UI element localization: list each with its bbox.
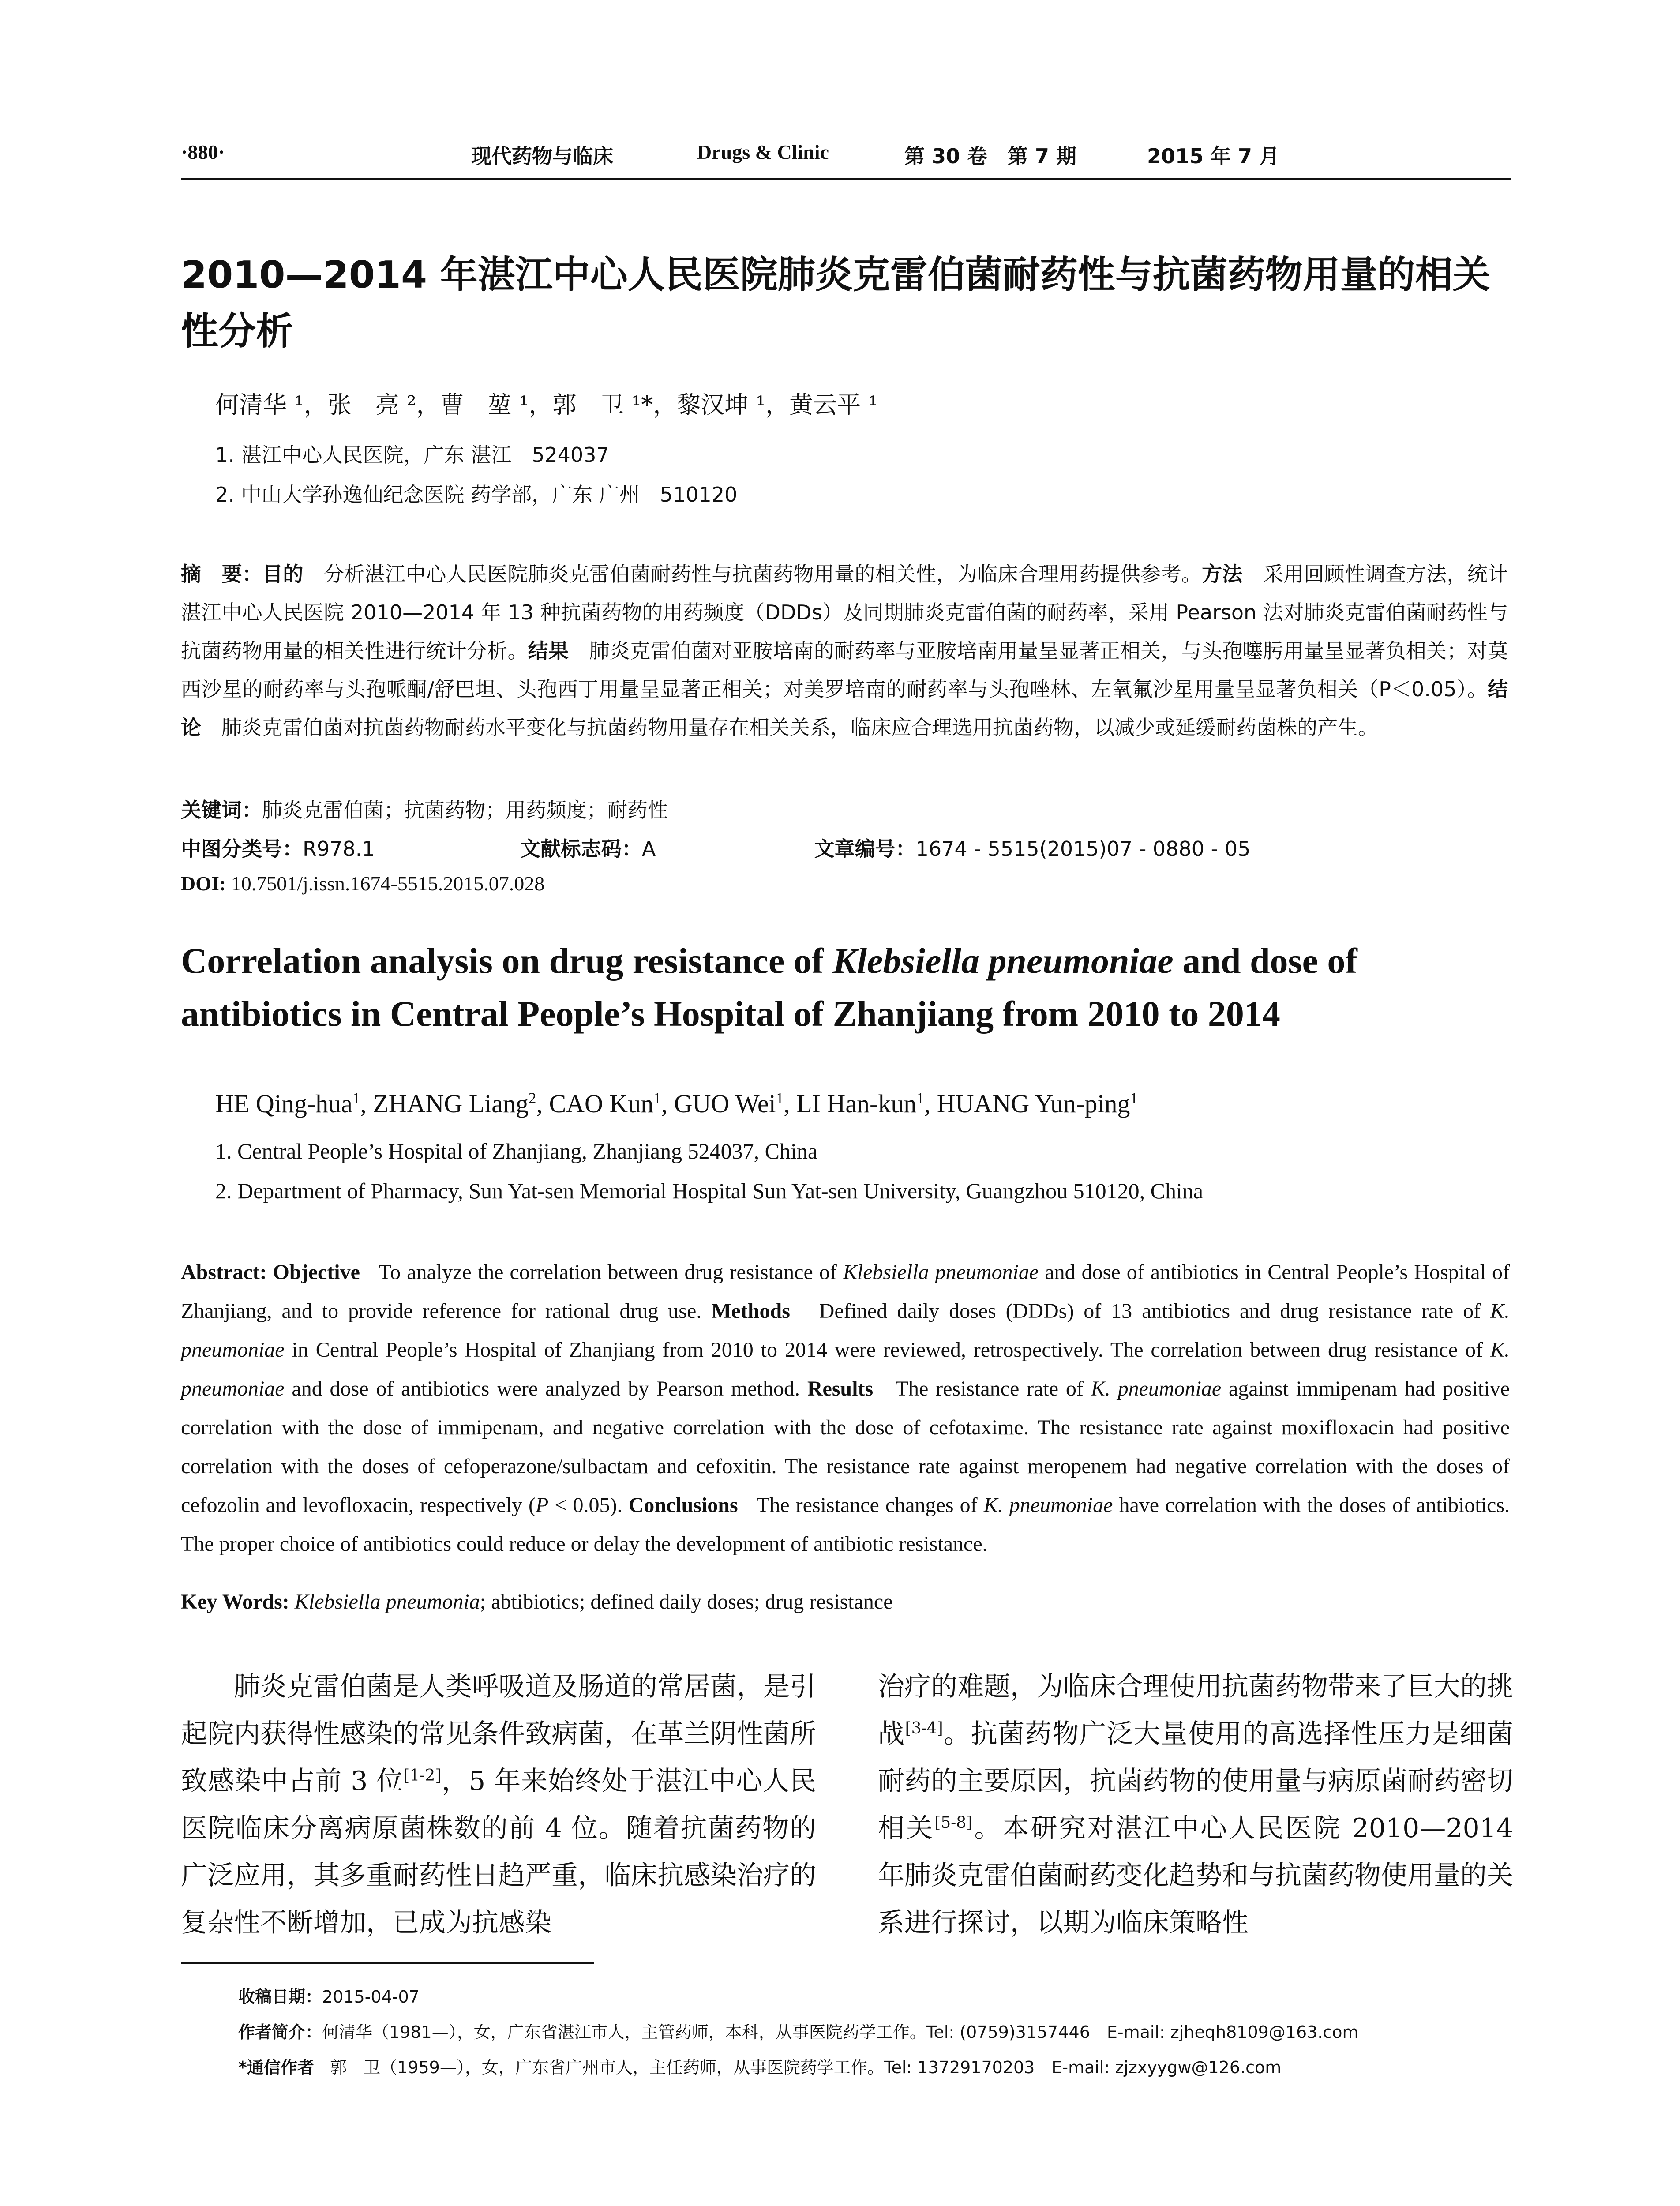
footnote-received	[238, 1983, 420, 2007]
body-left-a: 肺炎克雷伯菌是人类呼吸道及肠道的常居菌，是引起院内获得性感染的常见条件致病菌，在革兰阴性菌所致感染中占前 3 位	[181, 1671, 816, 1797]
abstract-en-meth-species: K. pneumoniae	[181, 1299, 1510, 1362]
conclusion-label: 结论	[181, 677, 1508, 739]
body-right-c: 。本研究对湛江中心人民医院 2010—2014 年肺炎克雷伯菌耐药变化趋势和与抗菌药物使用量的关系进行探讨，以期为临床策略性	[878, 1813, 1514, 1938]
abstract-en-obj-species: Klebsiella pneumoniae	[843, 1261, 1039, 1284]
abstract-en-res-species: K. pneumoniae	[1091, 1377, 1222, 1400]
keywords-cn-label: 关键词：	[181, 798, 262, 822]
abstract-cn	[181, 555, 1508, 747]
journal-date: 2015 年 7 月	[1147, 144, 1280, 168]
received-label: 收稿日期：	[238, 1987, 322, 2007]
abstract-en-obj-a: To analyze the correlation between drug resistance of	[379, 1261, 843, 1284]
author-en-4-aff: 1	[776, 1089, 784, 1107]
doi-value: 10.7501/j.issn.1674-5515.2015.07.028	[231, 872, 545, 895]
author-en-3: , CAO Kun	[536, 1089, 654, 1118]
affiliation-en-1: 1. Central People’s Hospital of Zhanjiang, Zhanjiang 524037, China	[215, 1139, 818, 1163]
methods-label: 方法	[1202, 562, 1243, 586]
abstract-en-con-b: have correlation with the doses of antibiotics. The proper choice of antibiotics could reduce or delay the development of antibiotic resistance.	[181, 1493, 1510, 1556]
methods-text: 采用回顾性调查方法，统计湛江中心人民医院 2010—2014 年 13 种抗菌药物的用药频度（DDDs）及同期肺炎克雷伯菌的耐药率，采用 Pearson 法对肺炎克雷伯菌耐药性与抗菌药物用量的相关性进行统计分析。	[181, 562, 1508, 663]
author-en-3-aff: 1	[653, 1089, 661, 1107]
author-en-5: , LI Han-kun	[784, 1089, 917, 1118]
abstract-en-meth-c: and dose of antibiotics were analyzed by Pearson method.	[284, 1377, 800, 1400]
abstract-en-meth-a: Defined daily doses (DDDs) of 13 antibiotics and drug resistance rate of	[819, 1299, 1491, 1323]
citation-1-2: [1-2]	[403, 1767, 442, 1785]
keywords-en	[181, 1590, 893, 1614]
affiliation-en-2: 2. Department of Pharmacy, Sun Yat-sen Memorial Hospital Sun Yat-sen University, Guangzhou 510120, China	[215, 1178, 1204, 1203]
title-en-species: Klebsiella pneumoniae	[832, 941, 1174, 981]
keywords-cn-text: 肺炎克雷伯菌；抗菌药物；用药频度；耐药性	[262, 798, 668, 822]
results-label: 结果	[528, 639, 569, 663]
doc-code-label: 文献标志码：	[520, 837, 642, 861]
abstract-en-methods-label: Methods	[711, 1299, 790, 1323]
objective-label: 目的	[262, 562, 304, 586]
results-text: 肺炎克雷伯菌对亚胺培南的耐药率与亚胺培南用量呈显著正相关，与头孢噻肟用量呈显著负相关；对莫西沙星的耐药率与头孢哌酮/舒巴坦、头孢西丁用量呈显著正相关；对美罗培南的耐药率与头孢唑林、左氧氟沙星用量呈显著负相关（P＜0.05）。	[181, 639, 1508, 701]
author-en-2: , ZHANG Liang	[360, 1089, 529, 1118]
abstract-en-con-species: K. pneumoniae	[983, 1493, 1113, 1517]
corr-text: 郭 卫（1959—），女，广东省广州市人，主任药师，从事医院药学工作。Tel: 13729170203 E-mail: zjzxyygw@126.com	[330, 2058, 1282, 2077]
bio-label: 作者简介：	[238, 2022, 322, 2042]
affiliation-cn-1: 1. 湛江中心人民医院，广东 湛江 524037	[215, 443, 609, 467]
body-column-right	[878, 1663, 1513, 1947]
citation-3-4: [3-4]	[905, 1719, 943, 1737]
doi-label: DOI:	[181, 872, 226, 895]
author-en-4: , GUO Wei	[661, 1089, 776, 1118]
bio-text: 何清华（1981—），女，广东省湛江市人，主管药师，本科，从事医院药学工作。Tel: (0759)3157446 E-mail: zjheqh8109@163.com	[322, 2022, 1359, 2042]
keywords-en-species: Klebsiella pneumonia	[294, 1590, 480, 1613]
authors-cn: 何清华 ¹，张 亮 ²，曹 堃 ¹，郭 卫 ¹*，黎汉坤 ¹，黄云平 ¹	[215, 391, 878, 419]
journal-title-en: Drugs & Clinic	[697, 141, 829, 163]
abstract-en	[181, 1253, 1510, 1564]
header-rule	[181, 178, 1511, 180]
doc-code-value: A	[641, 837, 656, 861]
article-no-value: 1674 - 5515(2015)07 - 0880 - 05	[915, 837, 1251, 861]
title-en	[181, 934, 1518, 1040]
footnote-bio	[238, 2018, 1359, 2043]
citation-5-8: [5-8]	[934, 1814, 973, 1832]
abstract-en-res-b: against immipenam had positive correlation with the dose of immipenam, and negative correlation with the dose of cefotaxime. The resistance rate against moxifloxacin had positive correlation with the doses of cefoperazone/sulbactam and cefoxitin. The resistance rate against meropenem had negative correlation with the doses of cefozolin and levofloxacin, respectively (	[181, 1377, 1510, 1517]
keywords-en-text: ; abtibiotics; defined daily doses; drug resistance	[480, 1590, 893, 1613]
footnote-corresponding	[238, 2054, 1281, 2078]
objective-text: 分析湛江中心人民医院肺炎克雷伯菌耐药性与抗菌药物用量的相关性，为临床合理用药提供参考。	[323, 562, 1202, 586]
clc-label: 中图分类号：	[181, 837, 303, 861]
title-cn: 2010—2014 年湛江中心人民医院肺炎克雷伯菌耐药性与抗菌药物用量的相关性分析	[181, 253, 1490, 353]
keywords-cn	[181, 794, 668, 823]
authors-en	[215, 1089, 1138, 1118]
author-en-1-aff: 1	[352, 1089, 360, 1107]
affiliation-cn-2: 2. 中山大学孙逸仙纪念医院 药学部，广东 广州 510120	[215, 483, 738, 506]
body-column-left	[181, 1663, 816, 1947]
author-en-6: , HUANG Yun-ping	[924, 1089, 1130, 1118]
body-right-b: 。抗菌药物广泛大量使用的高选择性压力是细菌耐药的主要原因，抗菌药物的使用量与病原菌耐药密切相关	[878, 1718, 1514, 1844]
corr-label: *通信作者	[238, 2058, 314, 2077]
title-en-part1: Correlation analysis on drug resistance of	[181, 941, 833, 981]
journal-title-cn: 现代药物与临床	[471, 144, 613, 168]
page-number: ·880·	[181, 141, 225, 163]
journal-issue: 第 30 卷 第 7 期	[904, 144, 1077, 168]
keywords-en-label: Key Words:	[181, 1590, 289, 1613]
author-en-6-aff: 1	[1130, 1089, 1138, 1107]
footnote-rule	[181, 1962, 594, 1964]
clc-value: R978.1	[303, 837, 375, 861]
conclusion-text: 肺炎克雷伯菌对抗菌药物耐药水平变化与抗菌药物用量存在相关关系，临床应合理选用抗菌药物，以减少或延缓耐药菌株的产生。	[221, 716, 1378, 739]
abstract-en-meth-b: in Central People’s Hospital of Zhanjiang from 2010 to 2014 were reviewed, retrospectively. The correlation between drug resistance of	[284, 1338, 1490, 1362]
abstract-en-res-a: The resistance rate of	[895, 1377, 1091, 1400]
abstract-label: 摘 要：	[181, 562, 263, 586]
abstract-en-conclusions-label: Conclusions	[628, 1493, 738, 1517]
received-date: 2015-04-07	[322, 1987, 420, 2007]
author-en-2-aff: 2	[529, 1089, 536, 1107]
author-en-5-aff: 1	[916, 1089, 924, 1107]
abstract-en-res-p: P	[535, 1493, 549, 1517]
article-no-label: 文章编号：	[814, 837, 916, 861]
doi-line	[181, 872, 544, 895]
title-en-part2: and dose of antibiotics in Central People’s Hospital of Zhanjiang from 2010 to 2014	[181, 941, 1358, 1034]
abstract-en-obj-b: and dose of antibiotics in Central People’s Hospital of Zhanjiang, and to provide reference for rational drug use.	[181, 1261, 1510, 1323]
body-left-b: ，5 年来始终处于湛江中心人民医院临床分离病原菌株数的前 4 位。随着抗菌药物的广泛应用，其多重耐药性日趋严重，临床抗感染治疗的复杂性不断增加，已成为抗感染	[181, 1766, 816, 1938]
abstract-en-label: Abstract: Objective	[181, 1261, 360, 1284]
abstract-en-res-c: < 0.05).	[548, 1493, 622, 1517]
body-right-a: 治疗的难题，为临床合理使用抗菌药物带来了巨大的挑战	[878, 1671, 1513, 1749]
abstract-en-meth-species-2: K. pneumoniae	[181, 1338, 1510, 1400]
abstract-en-results-label: Results	[807, 1377, 874, 1400]
abstract-en-con-a: The resistance changes of	[756, 1493, 984, 1517]
classification-line	[181, 833, 1250, 862]
author-en-1: HE Qing-hua	[215, 1089, 352, 1118]
